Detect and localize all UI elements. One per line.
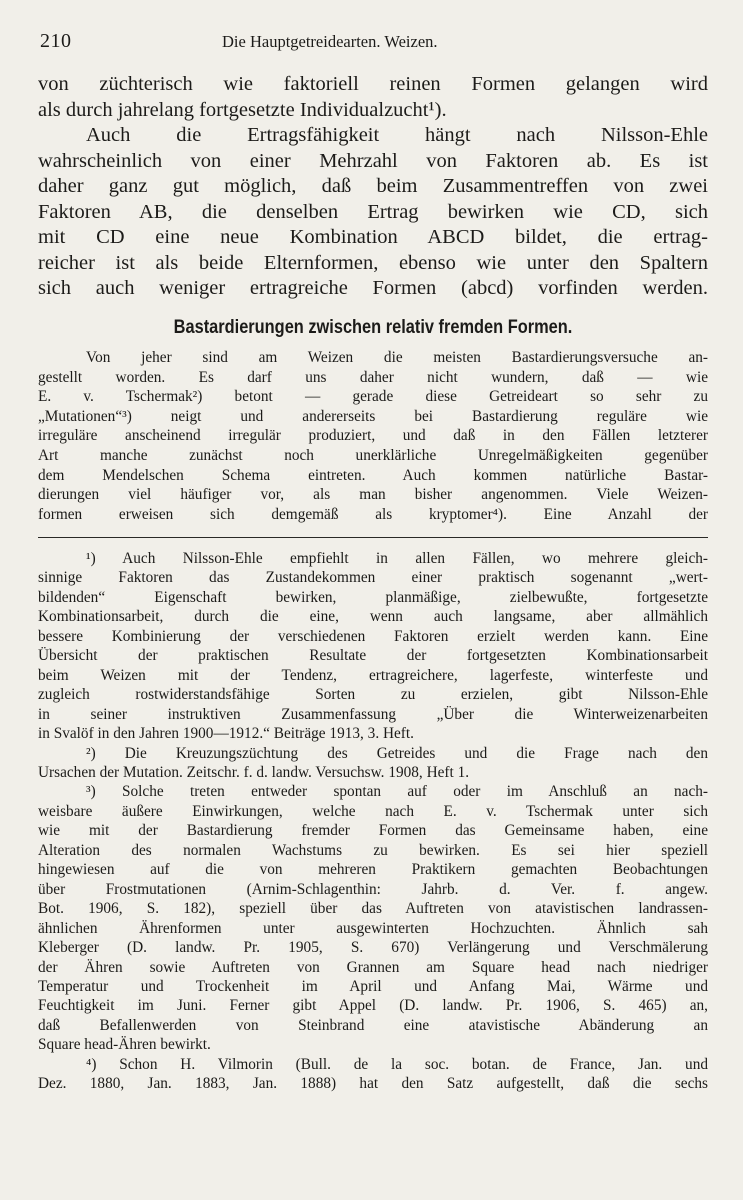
text-line: Von jeher sind am Weizen die meisten Bastardierungsversuche an- — [86, 349, 708, 366]
text-line: dierungen viel häufiger vor, als man bisher angenommen. Viele Weizen- — [38, 486, 708, 504]
text-line: mit CD eine neue Kombination ABCD bildet, die ertrag- — [38, 226, 708, 248]
page-number: 210 — [40, 30, 72, 52]
text-line: Faktoren AB, die denselben Ertrag bewirken wie CD, sich — [38, 200, 708, 223]
text-line: sinnige Faktoren das Zustandekommen einer praktisch sogenannt „wert- — [38, 569, 708, 587]
text-line: Kombinationsarbeit, durch die eine, wenn auch langsame, aber allmählich — [38, 608, 708, 626]
footnote-1 — [38, 549, 708, 744]
text-line: als durch jahrelang fortgesetzte Individualzucht¹). — [38, 98, 447, 121]
text-line: daß Befallenwerden von Steinbrand eine atavistische Abänderung an — [38, 1016, 708, 1034]
section-heading: Bastardierungen zwischen relativ fremden Formen. — [173, 316, 573, 338]
text-line: Bot. 1906, S. 182), speziell über das Auftreten von atavistischen landrassen- — [38, 900, 708, 918]
text-line: wie mit der Bastardierung fremder Formen das Gemeinsame haben, eine — [38, 822, 708, 840]
footnote-4 — [38, 1055, 708, 1094]
text-line: irreguläre anscheinend irregulär produziert, und daß in den Fällen letzterer — [38, 427, 708, 445]
text-line: Feuchtigkeit im Juni. Ferner gibt Appel (D. landw. Pr. 1906, S. 465) an, — [38, 997, 708, 1015]
main-text — [38, 72, 708, 302]
text-line: Auch die Ertragsfähigkeit hängt nach Nilsson-Ehle — [86, 124, 708, 146]
text-line: Square head-Ähren bewirkt. — [38, 1036, 211, 1054]
text-line: von züchterisch wie faktoriell reinen Formen gelangen wird — [38, 73, 708, 95]
text-line: Art manche zunächst noch unerklärliche Unregelmäßigkeiten gegenüber — [38, 446, 708, 464]
text-line: zugleich rostwiderstandsfähige Sorten zu erzielen, gibt Nilsson-Ehle — [38, 686, 708, 704]
text-line: Alteration des normalen Wachstums zu bewirken. Es sei hier speziell — [38, 841, 708, 859]
text-line: reicher ist als beide Elternformen, ebenso wie unter den Spaltern — [38, 251, 708, 274]
text-line: „Mutationen“³) neigt und andererseits bei Bastardierung reguläre wie — [38, 407, 708, 425]
footnote-3 — [38, 782, 708, 1054]
footnotes — [38, 549, 708, 1094]
text-line: ähnlichen Ährenformen unter ausgewinterten Hochzuchten. Ähnlich sah — [38, 919, 708, 937]
text-line: in seiner instruktiven Zusammenfassung „Über die Winterweizenarbeiten — [38, 705, 708, 723]
text-line: bessere Kombinierung der verschiedenen Faktoren erzielt werden kann. Eine — [38, 627, 708, 645]
running-title: Die Hauptgetreidearten. Weizen. — [222, 32, 438, 51]
section-paragraph — [38, 348, 708, 524]
text-line: ³) Solche treten entweder spontan auf oder im Anschluß an nach- — [86, 783, 708, 801]
text-line: formen erweisen sich demgemäß als kryptomer⁴). Eine Anzahl der — [38, 505, 708, 523]
text-line: wahrscheinlich von einer Mehrzahl von Faktoren ab. Es ist — [38, 149, 708, 172]
footnote-divider — [38, 537, 708, 538]
text-line: der Ähren sowie Auftreten von Grannen am Square head nach niedriger — [38, 958, 708, 976]
text-line: gestellt worden. Es darf uns daher nicht wundern, daß — wie — [38, 368, 708, 386]
text-line: ²) Die Kreuzungszüchtung des Getreides und die Frage nach den — [86, 744, 708, 762]
text-line: ⁴) Schon H. Vilmorin (Bull. de la soc. botan. de France, Jan. und — [86, 1055, 708, 1073]
text-line: Kleberger (D. landw. Pr. 1905, S. 670) Verlängerung und Verschmälerung — [38, 939, 708, 957]
text-line: hingewiesen auf die von mehreren Praktikern gemachten Beobachtungen — [38, 861, 708, 879]
text-line: Ursachen der Mutation. Zeitschr. f. d. landw. Versuchsw. 1908, Heft 1. — [38, 763, 470, 781]
text-line: über Frostmutationen (Arnim-Schlagenthin: Jahrb. d. Ver. f. angew. — [38, 880, 708, 898]
text-line: in Svalöf in den Jahren 1900—1912.“ Beiträge 1913, 3. Heft. — [38, 725, 414, 743]
text-line: ¹) Auch Nilsson-Ehle empfiehlt in allen Fällen, wo mehrere gleich- — [86, 550, 708, 567]
footnote-2 — [38, 744, 708, 783]
text-line: weisbare äußere Einwirkungen, welche nach E. v. Tschermak unter sich — [38, 802, 708, 820]
text-line: Übersicht der praktischen Resultate der fortgesetzten Kombinationsarbeit — [38, 647, 708, 665]
text-line: beim Weizen mit der Tendenz, ertragreichere, lagerfeste, winterfeste und — [38, 666, 708, 684]
text-line: E. v. Tschermak²) betont — gerade diese Getreideart so sehr zu — [38, 388, 708, 406]
text-line: daher ganz gut möglich, daß beim Zusammentreffen von zwei — [38, 175, 708, 197]
text-line: Temperatur und Trockenheit im April und Anfang Mai, Wärme und — [38, 977, 708, 995]
text-line: dem Mendelschen Schema eintreten. Auch kommen natürliche Bastar- — [38, 466, 708, 484]
text-line: bildenden“ Eigenschaft bewirken, planmäßige, zielbewußte, fortgesetzte — [38, 588, 708, 606]
text-line: Dez. 1880, Jan. 1883, Jan. 1888) hat den Satz aufgestellt, daß die sechs — [38, 1075, 708, 1093]
text-line: sich auch weniger ertragreiche Formen (abcd) vorfinden werden. — [38, 277, 708, 299]
running-header — [38, 30, 708, 56]
